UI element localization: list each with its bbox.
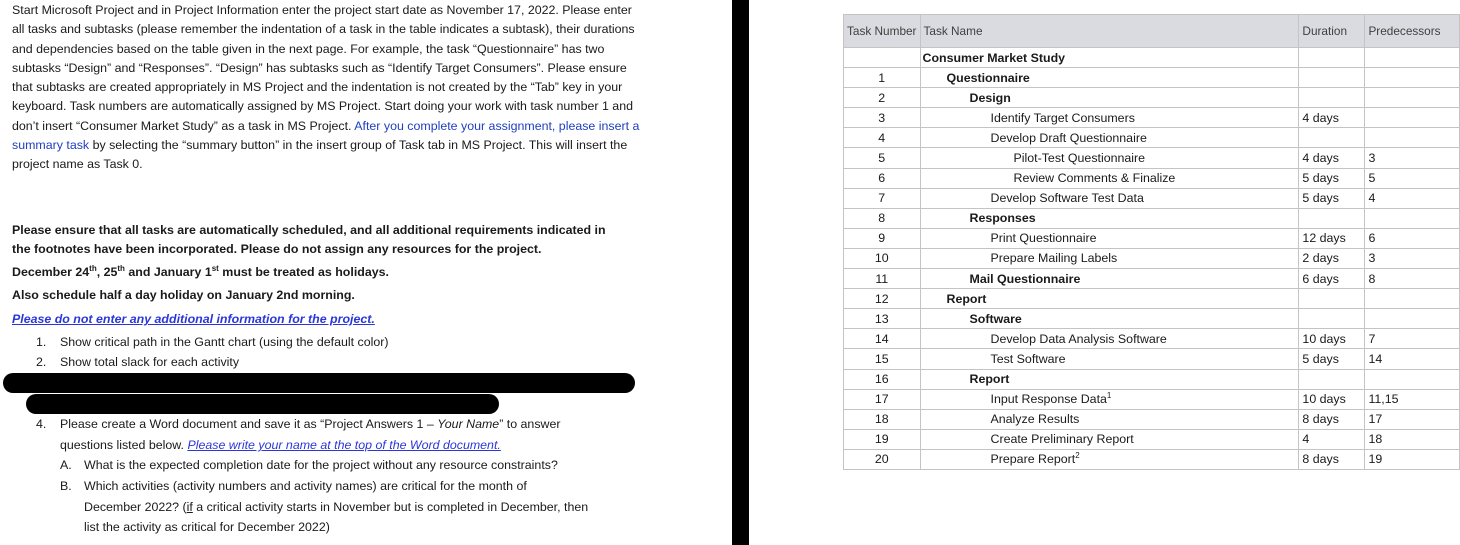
task-number-cell: 8: [844, 208, 921, 228]
table-row: [844, 409, 1460, 429]
table-row: [844, 168, 1460, 188]
table-row: [844, 48, 1460, 68]
task-name-text: Design: [969, 90, 1011, 105]
predecessors-cell: [1365, 88, 1460, 108]
no-additional-info-line: [12, 310, 375, 329]
task-name-cell: [920, 369, 1299, 389]
duration-cell: 10 days: [1299, 389, 1365, 409]
sub-list-continuation: list the activity as critical for December 2022): [84, 520, 330, 534]
task-name-text: Consumer Market Study: [922, 50, 1066, 65]
predecessors-cell: [1365, 369, 1460, 389]
task-number-cell: 2: [844, 88, 921, 108]
task-number-cell: 5: [844, 148, 921, 168]
task-name-cell: [920, 269, 1299, 289]
task-name-text: Responses: [969, 211, 1036, 226]
task-name-text: Print Questionnaire: [990, 231, 1097, 246]
holiday-text: and January 1: [124, 265, 212, 279]
predecessors-cell: 18: [1365, 429, 1460, 449]
task-number-cell: 6: [844, 168, 921, 188]
duration-cell: [1299, 208, 1365, 228]
task-name-text: Develop Software Test Data: [990, 191, 1144, 206]
task-table-body: [844, 48, 1460, 470]
table-row: [844, 309, 1460, 329]
summary-task-instruction: After you complete your assignment, please insert a summary task: [12, 118, 640, 153]
task-name-cell: [920, 108, 1299, 128]
predecessors-cell: [1365, 128, 1460, 148]
sub-list-letter: A.: [60, 458, 72, 472]
list-number: 2.: [36, 355, 47, 369]
predecessors-cell: 19: [1365, 449, 1460, 469]
task-name-text: Input Response Data: [990, 392, 1107, 407]
table-row: [844, 88, 1460, 108]
duration-cell: 4 days: [1299, 108, 1365, 128]
holiday-sup: th: [117, 263, 125, 273]
duration-cell: [1299, 309, 1365, 329]
predecessors-cell: 3: [1365, 148, 1460, 168]
table-row: [844, 188, 1460, 208]
table-row: [844, 289, 1460, 309]
list-item: [36, 415, 560, 434]
task-name-cell: [920, 349, 1299, 369]
table-header-row: [844, 15, 1460, 48]
duration-cell: [1299, 369, 1365, 389]
duration-cell: 6 days: [1299, 269, 1365, 289]
task-name-cell: [920, 429, 1299, 449]
intro-text: Start Microsoft Project and in Project Information enter the project start date as November 17, 2022. Please enter all tasks and subtasks (please remember the indentation of a task in the table indicates a subtask), their durations and dependencies based on the table given in the next page. For example, the task “Questionnaire” has two subtasks “Design” and “Responses”. “Design” has subtasks such as “Identify Target Consumers”. Please ensure that subtasks are created appropriately in MS Project and the indentation is not created by the “Tab” key in your keyboard. Task numbers are automatically assigned by MS Project. Start doing your work with task number 1 and don’t insert “Consumer Market Study” as a task in MS Project.: [12, 3, 635, 133]
page-divider: [732, 0, 749, 545]
table-row: [844, 228, 1460, 248]
task-number-cell: [844, 48, 921, 68]
duration-cell: [1299, 289, 1365, 309]
task-name-text: Develop Draft Questionnaire: [990, 130, 1147, 145]
table-row: [844, 108, 1460, 128]
requirements-line-1: Please ensure that all tasks are automatically scheduled, and all additional requirements indicated in: [12, 223, 606, 237]
sub-list-letter: B.: [60, 479, 72, 493]
task-name-text: Software: [969, 311, 1022, 326]
list-item: [36, 353, 239, 372]
sub-list-item: [60, 456, 558, 475]
list-text: ” to answer: [499, 417, 561, 431]
redaction-bar: [26, 394, 499, 414]
table-row: [844, 449, 1460, 469]
task-number-cell: 7: [844, 188, 921, 208]
task-number-cell: 17: [844, 389, 921, 409]
predecessors-cell: [1365, 48, 1460, 68]
task-number-cell: 14: [844, 329, 921, 349]
predecessors-cell: 6: [1365, 228, 1460, 248]
duration-cell: 5 days: [1299, 349, 1365, 369]
task-name-text: Report: [969, 372, 1010, 387]
duration-cell: 8 days: [1299, 409, 1365, 429]
duration-cell: 5 days: [1299, 188, 1365, 208]
task-name-cell: [920, 409, 1299, 429]
task-number-cell: 9: [844, 228, 921, 248]
predecessors-cell: 3: [1365, 248, 1460, 268]
table-row: [844, 128, 1460, 148]
task-name-text: Analyze Results: [990, 412, 1080, 427]
list-text: Show critical path in the Gantt chart (using the default color): [60, 335, 389, 349]
task-number-cell: 11: [844, 269, 921, 289]
task-name-cell: [920, 248, 1299, 268]
predecessors-cell: 5: [1365, 168, 1460, 188]
duration-cell: 8 days: [1299, 449, 1365, 469]
task-number-cell: 18: [844, 409, 921, 429]
header-task-name: Task Name: [920, 15, 1299, 48]
task-name-cell: [920, 168, 1299, 188]
holidays-line: [12, 263, 389, 282]
list-number: 1.: [36, 335, 47, 349]
predecessors-cell: 17: [1365, 409, 1460, 429]
footnote-marker: 1: [1106, 391, 1112, 401]
header-task-number: Task Number: [844, 15, 921, 48]
holiday-text: December 24: [12, 265, 90, 279]
sub-list-text: Which activities (activity numbers and activity names) are critical for the month of: [84, 479, 527, 493]
table-row: [844, 269, 1460, 289]
if-text: if: [186, 500, 193, 514]
list-item: [36, 333, 389, 352]
task-name-cell: [920, 128, 1299, 148]
table-row: [844, 369, 1460, 389]
task-number-cell: 19: [844, 429, 921, 449]
list-text: Please create a Word document and save it as “Project Answers 1 –: [60, 417, 438, 431]
task-name-text: Pilot-Test Questionnaire: [1013, 151, 1146, 166]
task-name-text: Test Software: [990, 351, 1066, 366]
sub-list-text: a critical activity starts in November but is completed in December, then: [192, 500, 589, 514]
task-name-cell: [920, 228, 1299, 248]
task-name-text: Create Preliminary Report: [990, 432, 1134, 447]
predecessors-cell: [1365, 289, 1460, 309]
write-name-link: Please write your name at the top of the Word document.: [187, 438, 501, 452]
table-row: [844, 429, 1460, 449]
duration-cell: 12 days: [1299, 228, 1365, 248]
task-name-text: Develop Data Analysis Software: [990, 331, 1167, 346]
header-duration: Duration: [1299, 15, 1365, 48]
duration-cell: 5 days: [1299, 168, 1365, 188]
task-name-text: Review Comments & Finalize: [1013, 171, 1176, 186]
table-row: [844, 148, 1460, 168]
holiday-text: must be treated as holidays.: [218, 265, 389, 279]
task-name-cell: [920, 208, 1299, 228]
duration-cell: 4: [1299, 429, 1365, 449]
task-name-cell: [920, 88, 1299, 108]
task-name-cell: [920, 48, 1299, 68]
redaction-bar: [3, 373, 635, 393]
duration-cell: 4 days: [1299, 148, 1365, 168]
task-name-cell: [920, 148, 1299, 168]
list-item-continuation: [60, 436, 501, 455]
holiday-text: , 25: [96, 265, 118, 279]
task-name-cell: [920, 329, 1299, 349]
table-row: [844, 329, 1460, 349]
task-name-text: Prepare Mailing Labels: [990, 251, 1118, 266]
duration-cell: [1299, 88, 1365, 108]
footnote-marker: 2: [1075, 451, 1080, 461]
requirements-line-2: the footnotes have been incorporated. Please do not assign any resources for the project.: [12, 242, 542, 256]
table-row: [844, 208, 1460, 228]
list-text: Show total slack for each activity: [60, 355, 240, 369]
holiday-sup: th: [89, 263, 97, 273]
task-name-text: Report: [946, 291, 987, 306]
sub-list-continuation: [84, 498, 588, 517]
task-name-text: Mail Questionnaire: [969, 271, 1081, 286]
task-number-cell: 3: [844, 108, 921, 128]
sub-list-item: [60, 477, 527, 496]
your-name-text: Your Name: [437, 417, 500, 431]
table-row: [844, 389, 1460, 409]
task-name-cell: [920, 289, 1299, 309]
predecessors-cell: 8: [1365, 269, 1460, 289]
task-name-cell: [920, 68, 1299, 88]
task-name-cell: [920, 309, 1299, 329]
task-number-cell: 4: [844, 128, 921, 148]
no-additional-info-text: Please do not enter any additional information for the project.: [12, 312, 375, 326]
sub-list-text: What is the expected completion date for the project without any resource constraints?: [84, 458, 558, 472]
task-number-cell: 16: [844, 369, 921, 389]
predecessors-cell: [1365, 309, 1460, 329]
half-day-line: Also schedule half a day holiday on January 2nd morning.: [12, 288, 355, 302]
holiday-sup: st: [211, 263, 219, 273]
task-number-cell: 10: [844, 248, 921, 268]
task-number-cell: 15: [844, 349, 921, 369]
task-name-cell: [920, 188, 1299, 208]
task-number-cell: 13: [844, 309, 921, 329]
task-name-cell: [920, 449, 1299, 469]
predecessors-cell: [1365, 108, 1460, 128]
duration-cell: [1299, 128, 1365, 148]
sub-list-text: December 2022? (: [84, 500, 187, 514]
task-number-cell: 20: [844, 449, 921, 469]
duration-cell: [1299, 48, 1365, 68]
list-text: questions listed below.: [60, 438, 184, 452]
predecessors-cell: 4: [1365, 188, 1460, 208]
intro-text-end: by selecting the “summary button” in the insert group of Task tab in MS Project. This will insert the project name as Task 0.: [12, 138, 628, 172]
table-row: [844, 68, 1460, 88]
task-number-cell: 1: [844, 68, 921, 88]
header-predecessors: Predecessors: [1365, 15, 1460, 48]
predecessors-cell: 7: [1365, 329, 1460, 349]
table-row: [844, 349, 1460, 369]
task-table: [843, 14, 1460, 470]
predecessors-cell: 11,15: [1365, 389, 1460, 409]
task-name-text: Identify Target Consumers: [990, 110, 1135, 125]
task-name-text: Prepare Report: [990, 452, 1076, 467]
instructions-panel: [12, 0, 652, 545]
list-number: 4.: [36, 417, 47, 431]
task-number-cell: 12: [844, 289, 921, 309]
predecessors-cell: 14: [1365, 349, 1460, 369]
predecessors-cell: [1365, 208, 1460, 228]
intro-paragraph: [12, 1, 647, 175]
table-row: [844, 248, 1460, 268]
duration-cell: 2 days: [1299, 248, 1365, 268]
duration-cell: [1299, 68, 1365, 88]
duration-cell: 10 days: [1299, 329, 1365, 349]
predecessors-cell: [1365, 68, 1460, 88]
task-name-cell: [920, 389, 1299, 409]
task-name-text: Questionnaire: [946, 70, 1030, 85]
